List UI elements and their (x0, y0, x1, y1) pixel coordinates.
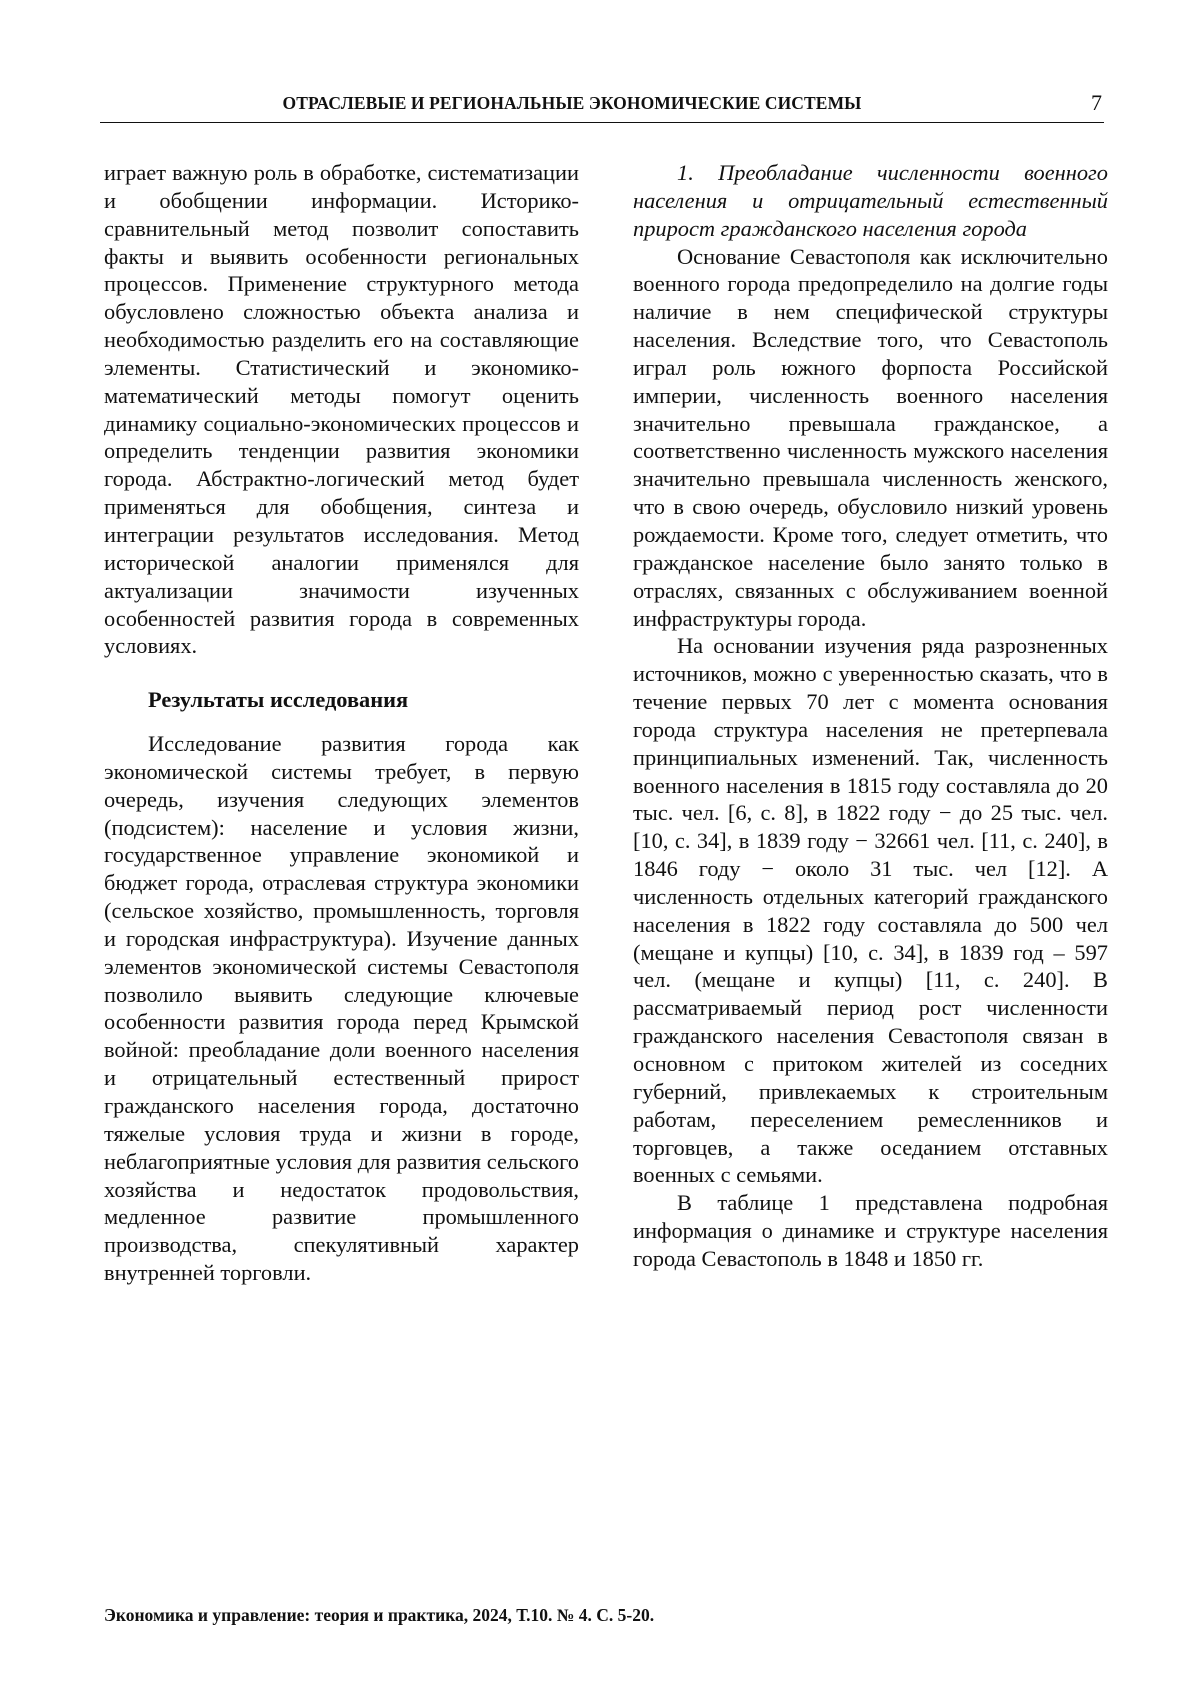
section-title: ОТРАСЛЕВЫЕ И РЕГИОНАЛЬНЫЕ ЭКОНОМИЧЕСКИЕ СИСТЕМЫ (100, 93, 1044, 114)
running-header (100, 92, 1104, 123)
subsection-heading-military-population: 1. Преобладание численности военного населения и отрицательный естественный прирост гражданского населения города (633, 159, 1108, 243)
journal-page (0, 0, 1200, 1697)
journal-citation-footer: Экономика и управление: теория и практика, 2024, Т.10. № 4. С. 5-20. (104, 1605, 654, 1626)
left-column (104, 159, 579, 1287)
section-heading-results: Результаты исследования (104, 686, 579, 714)
paragraph-city-foundation: Основание Севастополя как исключительно военного города предопределило на долгие годы наличие в нем специфической структуры населения. Вследствие того, что Севастополь играл роль южного форпоста Российской империи, численность военного населения значительно превышала гражданское, а соответственно численность мужского населения значительно превышала численность женского, что в свою очередь, обусловило низкий уровень рождаемости. Кроме того, следует отметить, что гражданское население было занято только в отраслях, связанных с обслуживанием военной инфраструктуры города. (633, 243, 1108, 633)
right-column (633, 159, 1108, 1273)
paragraph-table-reference: В таблице 1 представлена подробная информация о динамике и структуре населения города Севастополь в 1848 и 1850 гг. (633, 1189, 1108, 1273)
paragraph-methods-continued: играет важную роль в обработке, систематизации и обобщении информации. Историко-сравнительный метод позволит сопоставить факты и выявить особенности региональных процессов. Применение структурного метода обусловлено сложностью объекта анализа и необходимостью разделить его на составляющие элементы. Статистический и экономико-математический методы помогут оценить динамику социально-экономических процессов и определить тенденции развития экономики города. Абстрактно-логический метод будет применяться для обобщения, синтеза и интеграции результатов исследования. Метод исторической аналогии применялся для актуализации значимости изученных особенностей развития города в современных условиях. (104, 159, 579, 660)
paragraph-population-figures: На основании изучения ряда разрозненных источников, можно с уверенностью сказать, что в течение первых 70 лет с момента основания города структура населения не претерпевала принципиальных изменений. Так, численность военного населения в 1815 году составляла до 20 тыс. чел. [6, с. 8], в 1822 году − до 25 тыс. чел. [10, с. 34], в 1839 году − 32661 чел. [11, с. 240], в 1846 году − около 31 тыс. чел [12]. А численность отдельных категорий гражданского населения в 1822 году составляла до 500 чел (мещане и купцы) [10, с. 34], в 1839 год – 597 чел. (мещане и купцы) [11, с. 240]. В рассматриваемый период рост численности гражданского населения Севастополя связан в основном с притоком жителей из соседних губерний, привлекаемых к строительным работам, переселением ремесленников и торговцев, а также оседанием отставных военных с семьями. (633, 632, 1108, 1189)
page-number: 7 (1091, 90, 1102, 116)
paragraph-results-intro: Исследование развития города как экономической системы требует, в первую очередь, изучения следующих элементов (подсистем): население и условия жизни, государственное управление экономикой и бюджет города, отраслевая структура экономики (сельское хозяйство, промышленность, торговля и городская инфраструктура). Изучение данных элементов экономической системы Севастополя позволило выявить следующие ключевые особенности развития города перед Крымской войной: преобладание доли военного населения и отрицательный естественный прирост гражданского населения города, достаточно тяжелые условия труда и жизни в городе, неблагоприятные условия для развития сельского хозяйства и недостаток продовольствия, медленное развитие промышленного производства, спекулятивный характер внутренней торговли. (104, 730, 579, 1287)
